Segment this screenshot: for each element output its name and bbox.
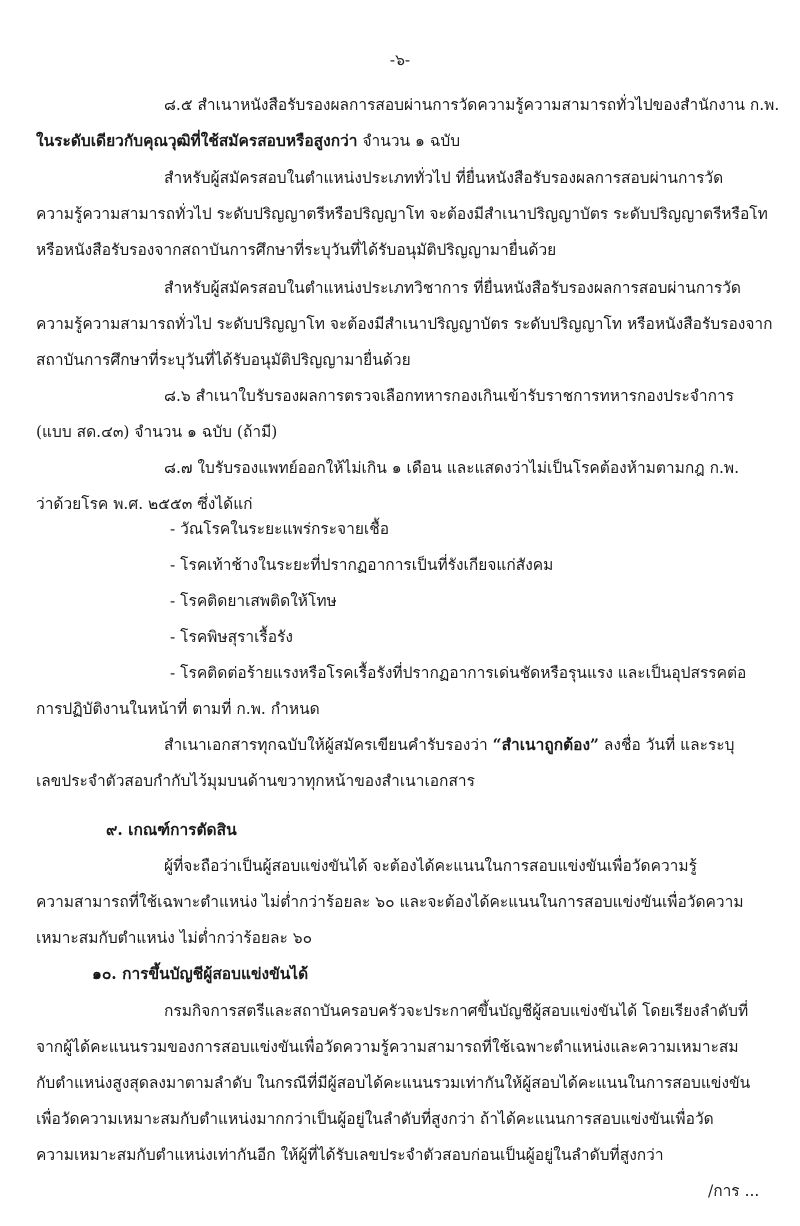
- disease-list-item: - โรคพิษสุราเรื้อรัง: [170, 628, 293, 646]
- section-8-5-line-1: ๘.๕ สำเนาหนังสือรับรองผลการสอบผ่านการวัดความรู้ความสามารถทั่วไปของสำนักงาน ก.พ.: [164, 96, 780, 114]
- section-10-line-3: กับตำแหน่งสูงสุดลงมาตามลำดับ ในกรณีที่มีผู้สอบได้คะแนนรวมเท่ากันให้ผู้สอบได้คะแนนในการสอบแข่งขัน: [36, 1074, 751, 1092]
- academic-type-line-2: ความรู้ความสามารถทั่วไป ระดับปริญญาโท จะต้องมีสำเนาปริญญาบัตร ระดับปริญญาโท หรือหนังสือรับรองจาก: [36, 315, 773, 333]
- certified-copy-phrase: “สำเนาถูกต้อง”: [492, 735, 599, 754]
- academic-type-line-1: สำหรับผู้สมัครสอบในตำแหน่งประเภทวิชาการ ที่ยื่นหนังสือรับรองผลการสอบผ่านการวัด: [164, 279, 741, 297]
- section-10-line-5: ความเหมาะสมกับตำแหน่งเท่ากันอีก ให้ผู้ที่ได้รับเลขประจำตัวสอบก่อนเป็นผู้อยู่ในลำดับที่สูงกว่า: [36, 1146, 664, 1164]
- section-9-line-1: ผู้ที่จะถือว่าเป็นผู้สอบแข่งขันได้ จะต้องได้คะแนนในการสอบแข่งขันเพื่อวัดความรู้: [164, 857, 697, 875]
- copy-certification-line-1: [164, 735, 734, 755]
- copy-certification-text: สำเนาเอกสารทุกฉบับให้ผู้สมัครเขียนคำรับรองว่า: [164, 736, 493, 754]
- section-8-5-qualification-bold: ในระดับเดียวกับคุณวุฒิที่ใช้สมัครสอบหรือสูงกว่า: [36, 131, 358, 150]
- section-9-heading: ๙. เกณฑ์การตัดสิน: [106, 820, 237, 839]
- section-8-5-copies: จำนวน ๑ ฉบับ: [357, 132, 461, 150]
- disease-list-continuation: การปฏิบัติงานในหน้าที่ ตามที่ ก.พ. กำหนด: [36, 700, 320, 718]
- section-10-line-4: เพื่อวัดความเหมาะสมกับตำแหน่งมากกว่าเป็นผู้อยู่ในลำดับที่สูงกว่า ถ้าได้คะแนนการสอบแข่งขันเพื่อวัด: [36, 1110, 714, 1128]
- section-9-line-2: ความสามารถที่ใช้เฉพาะตำแหน่ง ไม่ต่ำกว่าร้อยละ ๖๐ และจะต้องได้คะแนนในการสอบแข่งขันเพื่อวัดความ: [36, 893, 744, 911]
- page-number: -๖-: [389, 51, 411, 69]
- disease-list-item: - โรคติดยาเสพติดให้โทษ: [170, 592, 337, 610]
- section-8-6-line-2: (แบบ สด.๔๓) จำนวน ๑ ฉบับ (ถ้ามี): [36, 423, 278, 441]
- section-10-line-1: กรมกิจการสตรีและสถาบันครอบครัวจะประกาศขึ้นบัญชีผู้สอบแข่งขันได้ โดยเรียงลำดับที่: [164, 1002, 749, 1020]
- section-10-line-2: จากผู้ได้คะแนนรวมของการสอบแข่งขันเพื่อวัดความรู้ความสามารถที่ใช้เฉพาะตำแหน่งและความเหมาะสม: [36, 1038, 739, 1056]
- academic-type-line-3: สถาบันการศึกษาที่ระบุวันที่ได้รับอนุมัติปริญญามายื่นด้วย: [36, 351, 411, 369]
- general-type-line-1: สำหรับผู้สมัครสอบในตำแหน่งประเภททั่วไป ที่ยื่นหนังสือรับรองผลการสอบผ่านการวัด: [164, 169, 724, 187]
- copy-certification-line-2: เลขประจำตัวสอบกำกับไว้มุมบนด้านขวาทุกหน้าของสำเนาเอกสาร: [36, 772, 475, 790]
- page-continuation-marker: /การ ...: [708, 1182, 760, 1200]
- section-8-7-line-1: ๘.๗ ใบรับรองแพทย์ออกให้ไม่เกิน ๑ เดือน และแสดงว่าไม่เป็นโรคต้องห้ามตามกฎ ก.พ.: [164, 459, 740, 477]
- disease-list-item: - วัณโรคในระยะแพร่กระจายเชื้อ: [170, 520, 390, 538]
- section-8-5-line-2: [36, 131, 460, 151]
- section-9-line-3: เหมาะสมกับตำแหน่ง ไม่ต่ำกว่าร้อยละ ๖๐: [36, 929, 313, 947]
- section-8-6-line-1: ๘.๖ สำเนาใบรับรองผลการตรวจเลือกทหารกองเกินเข้ารับราชการทหารกองประจำการ: [164, 387, 734, 405]
- general-type-line-2: ความรู้ความสามารถทั่วไป ระดับปริญญาตรีหรือปริญญาโท จะต้องมีสำเนาปริญญาบัตร ระดับปริญญาตรีหรือโท: [36, 205, 768, 223]
- disease-list-item: - โรคเท้าช้างในระยะที่ปรากฏอาการเป็นที่รังเกียจแก่สังคม: [170, 556, 554, 574]
- general-type-line-3: หรือหนังสือรับรองจากสถาบันการศึกษาที่ระบุวันที่ได้รับอนุมัติปริญญามายื่นด้วย: [36, 241, 557, 259]
- disease-list-item: - โรคติดต่อร้ายแรงหรือโรคเรื้อรังที่ปรากฏอาการเด่นชัดหรือรุนแรง และเป็นอุปสรรคต่อ: [170, 664, 747, 682]
- section-10-heading: ๑๐. การขึ้นบัญชีผู้สอบแข่งขันได้: [92, 964, 309, 983]
- copy-certification-text-end: ลงชื่อ วันที่ และระบุ: [598, 736, 735, 754]
- section-8-7-line-2: ว่าด้วยโรค พ.ศ. ๒๕๕๓ ซึ่งได้แก่: [36, 495, 253, 513]
